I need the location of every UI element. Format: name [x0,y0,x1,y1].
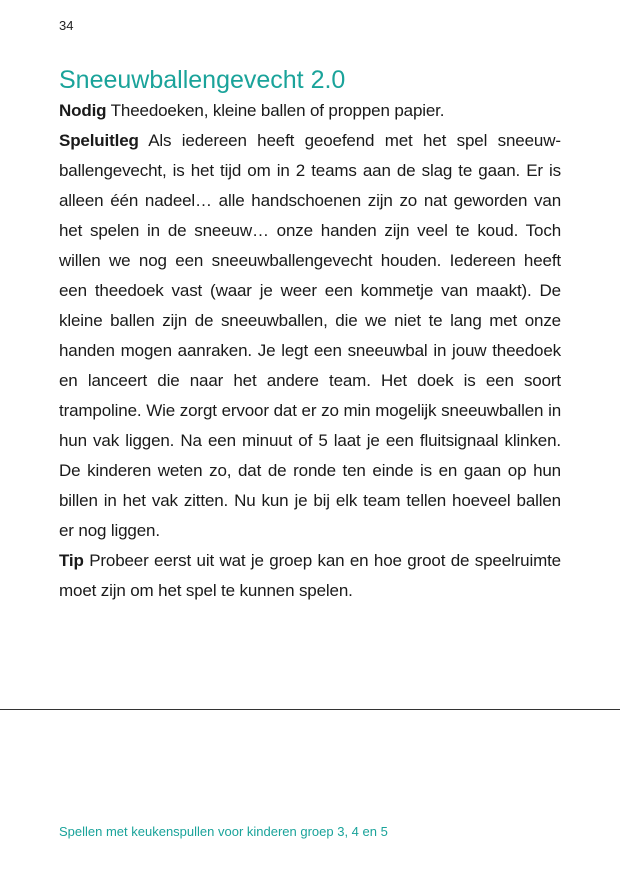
nodig-label: Nodig [59,101,107,120]
tip-paragraph [59,546,561,606]
nodig-paragraph [59,96,561,126]
speluitleg-paragraph [59,126,561,546]
article [59,64,561,606]
tip-label: Tip [59,551,84,570]
page-number: 34 [59,18,74,33]
speluitleg-text: Als iedereen heeft geoefend met het spel sneeuwballengevecht, is het tijd om in 2 teams aan de slag te gaan. Er is alleen één nadeel… alle handschoenen zijn zo nat geworden van het spelen in de sneeuw… onze handen zijn veel te koud. Toch willen we nog een sneeuwballengevecht houden. Iedereen heeft een theedoek vast (waar je weer een kommetje van maakt). De kleine ballen zijn de sneeuwballen, die we niet te lang met onze handen mogen aanraken. Je legt een sneeuwbal in jouw theedoek en lanceert die naar het andere team. Het doek is een soort trampoline. Wie zorgt ervoor dat er zo min mogelijk sneeuwballen in hun vak liggen. Na een minuut of 5 laat je een fluitsignaal klinken. De kinderen weten zo, dat de ronde ten einde is en gaan op hun billen in het vak zitten. Nu kun je bij elk team tellen hoeveel ballen er nog liggen. [59,131,561,540]
footer-divider [0,709,620,710]
footer-text: Spellen met keukenspullen voor kinderen groep 3, 4 en 5 [59,824,388,839]
section-title: Sneeuwballengevecht 2.0 [59,66,346,94]
nodig-text: Theedoeken, kleine ballen of proppen papier. [106,101,445,120]
tip-text: Probeer eerst uit wat je groep kan en hoe groot de speelruimte moet zijn om het spel te kunnen spelen. [59,551,561,600]
speluitleg-label: Speluitleg [59,131,139,150]
